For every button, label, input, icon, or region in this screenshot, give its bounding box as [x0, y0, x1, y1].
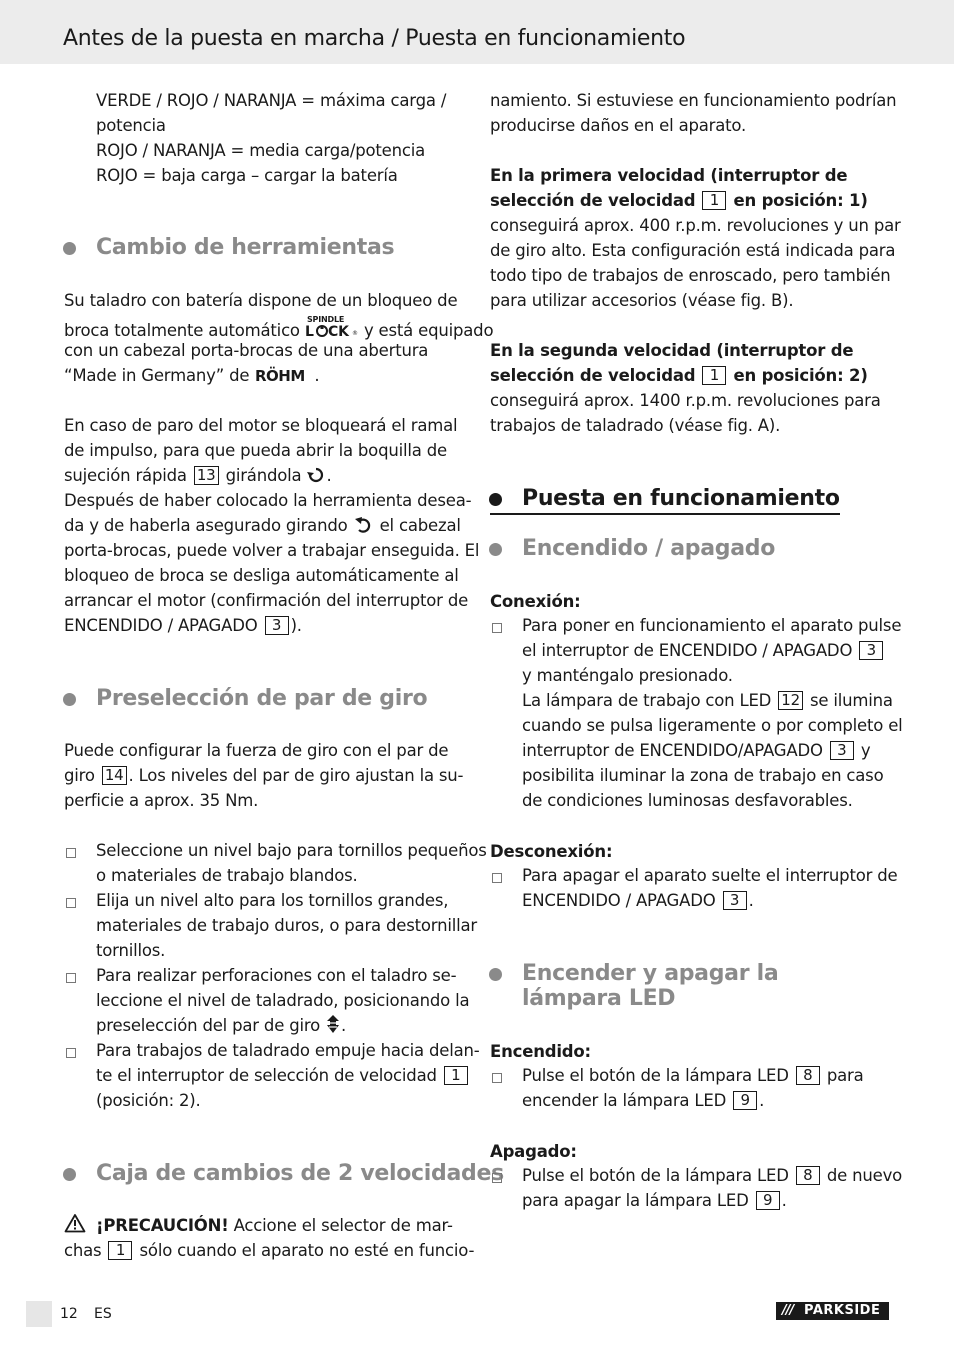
paragraph-line: bloqueo de broca se desliga automáticamente al	[64, 566, 459, 585]
list-item-line: posibilita iluminar la zona de trabajo en caso	[522, 766, 884, 785]
list-item-line: interruptor de ENCENDIDO/APAGADO 3 y	[522, 741, 871, 760]
checkbox-bullet-icon	[66, 848, 76, 858]
bullet-dot-icon	[489, 493, 502, 506]
list-item-line: La lámpara de trabajo con LED 12 se ilumina	[522, 691, 893, 710]
bold-line: selección de velocidad 1 en posición: 1)	[490, 191, 868, 210]
list-item-line: Para trabajos de taladrado empuje hacia delan-	[96, 1041, 480, 1060]
paragraph-line: trabajos de taladrado (véase fig. A).	[490, 416, 781, 435]
list-item-line: materiales de trabajo duros, o para destornillar	[96, 916, 477, 935]
paragraph-line: Después de haber colocado la herramienta desea-	[64, 491, 472, 510]
bold-line: En la segunda velocidad (interruptor de	[490, 341, 854, 360]
bullet-dot-icon	[63, 693, 76, 706]
warning-line: ¡PRECAUCIÓN! Accione el selector de mar-	[96, 1216, 453, 1235]
part-number-box: 1	[444, 1066, 468, 1085]
battery-line: potencia	[96, 116, 166, 135]
list-item-line: y manténgalo presionado.	[522, 666, 733, 685]
part-number-box: 1	[702, 191, 726, 210]
bullet-dot-icon	[63, 1168, 76, 1181]
part-number-box: 12	[778, 691, 803, 710]
paragraph-line: ENCENDIDO / APAGADO 3 ).	[64, 616, 302, 635]
list-item-line: leccione el nivel de taladrado, posicionando la	[96, 991, 470, 1010]
list-item-line: cuando se pulsa ligeramente o por completo el	[522, 716, 903, 735]
paragraph-line: broca totalmente automático SPINDLE L CK ® y está equipado	[64, 313, 493, 346]
svg-text:CK: CK	[327, 324, 349, 339]
subheading: Encendido:	[490, 1042, 591, 1061]
subheading: Conexión:	[490, 592, 581, 611]
list-item-line: Elija un nivel alto para los tornillos grandes,	[96, 891, 449, 910]
list-item-line: tornillos.	[96, 941, 166, 960]
list-item-line: Pulse el botón de la lámpara LED 8 para	[522, 1066, 864, 1085]
page-header	[0, 0, 954, 64]
bold-line: selección de velocidad 1 en posición: 2)	[490, 366, 868, 385]
svg-text:RÖHM: RÖHM	[255, 367, 306, 384]
part-number-box: 8	[796, 1066, 820, 1085]
page-title: Antes de la puesta en marcha / Puesta en funcionamiento	[63, 26, 686, 51]
part-number-box: 1	[702, 366, 726, 385]
language-code: ES	[94, 1306, 112, 1322]
list-item-line: encender la lámpara LED 9 .	[522, 1091, 765, 1110]
paragraph-line: En caso de paro del motor se bloqueará el ramal	[64, 416, 458, 435]
paragraph-line: Su taladro con batería dispone de un bloqueo de	[64, 291, 458, 310]
paragraph-line: conseguirá aprox. 400 r.p.m. revoluciones y un par	[490, 216, 901, 235]
svg-text:SPINDLE: SPINDLE	[306, 315, 344, 324]
paragraph-line: todo tipo de trabajos de enroscado, pero también	[490, 266, 891, 285]
bullet-dot-icon	[489, 543, 502, 556]
part-number-box: 3	[265, 616, 289, 635]
bullet-dot-icon	[63, 242, 76, 255]
part-number-box: 14	[102, 766, 127, 785]
checkbox-bullet-icon	[66, 973, 76, 983]
list-item-line: para apagar la lámpara LED 9 .	[522, 1191, 787, 1210]
paragraph-line: Puede configurar la fuerza de giro con el par de	[64, 741, 449, 760]
checkbox-bullet-icon	[66, 898, 76, 908]
battery-line: ROJO = baja carga – cargar la batería	[96, 166, 398, 185]
checkbox-bullet-icon	[66, 1048, 76, 1058]
list-item-line: Seleccione un nivel bajo para tornillos pequeños	[96, 841, 487, 860]
part-number-box: 9	[733, 1091, 757, 1110]
paragraph-line: conseguirá aprox. 1400 r.p.m. revoluciones para	[490, 391, 881, 410]
part-number-box: 1	[108, 1241, 132, 1260]
paragraph-line: sujeción rápida 13 girándola .	[64, 463, 332, 491]
paragraph-line: namiento. Si estuviese en funcionamiento podrían	[490, 91, 897, 110]
list-item-line: Pulse el botón de la lámpara LED 8 de nuevo	[522, 1166, 903, 1185]
parkside-logo: /// PARKSIDE	[776, 1302, 889, 1320]
svg-text:L: L	[304, 324, 314, 339]
battery-line: ROJO / NARANJA = media carga/potencia	[96, 141, 426, 160]
list-item-line: el interruptor de ENCENDIDO / APAGADO 3	[522, 638, 885, 663]
checkbox-bullet-icon	[492, 1073, 502, 1083]
list-item-line: Para realizar perforaciones con el taladro se-	[96, 966, 457, 985]
warning-triangle-icon	[64, 1213, 86, 1237]
part-number-box: 3	[723, 891, 747, 910]
paragraph-line: de impulso, para que pueda abrir la boquilla de	[64, 441, 447, 460]
rohm-logo	[254, 366, 314, 391]
svg-text:®: ®	[351, 330, 358, 337]
bold-line: En la primera velocidad (interruptor de	[490, 166, 848, 185]
battery-line: VERDE / ROJO / NARANJA = máxima carga /	[96, 91, 447, 110]
part-number-box: 3	[859, 641, 883, 660]
part-number-box: 3	[830, 741, 854, 760]
subheading: Desconexión:	[490, 842, 613, 861]
footer-marker	[26, 1301, 52, 1327]
warning-line: chas 1 sólo cuando el aparato no esté en funcio-	[64, 1241, 475, 1260]
paragraph-line: giro 14 . Los niveles del par de giro ajustan la su-	[64, 766, 464, 785]
checkbox-bullet-icon	[492, 1173, 502, 1183]
part-number-box: 9	[756, 1191, 780, 1210]
paragraph-line: de giro alto. Esta configuración está indicada para	[490, 241, 896, 260]
paragraph-line: porta-brocas, puede volver a trabajar enseguida. El	[64, 541, 480, 560]
paragraph-line: para utilizar accesorios (véase fig. B).	[490, 291, 794, 310]
checkbox-bullet-icon	[492, 873, 502, 883]
subheading: Apagado:	[490, 1142, 577, 1161]
paragraph-line: con un cabezal porta-brocas de una abertura	[64, 341, 429, 360]
list-item-line: Para apagar el aparato suelte el interruptor de	[522, 866, 898, 885]
list-item-line: te el interruptor de selección de velocidad 1	[96, 1063, 470, 1088]
list-item-line: de condiciones luminosas desfavorables.	[522, 791, 853, 810]
list-item-line: Para poner en funcionamiento el aparato pulse	[522, 616, 902, 635]
paragraph-line: “Made in Germany” de RÖHM .	[64, 363, 319, 391]
paragraph-line: producirse daños en el aparato.	[490, 116, 747, 135]
list-item-line: preselección del par de giro .	[96, 1013, 346, 1041]
list-item-line: o materiales de trabajo blandos.	[96, 866, 358, 885]
paragraph-line: arrancar el motor (confirmación del interruptor de	[64, 591, 469, 610]
list-item-line: (posición: 2).	[96, 1091, 201, 1110]
checkbox-bullet-icon	[492, 623, 502, 633]
page-number: 12	[60, 1306, 78, 1322]
part-number-box: 8	[796, 1166, 820, 1185]
drill-mode-icon	[325, 1014, 341, 1041]
paragraph-line: perficie a aprox. 35 Nm.	[64, 791, 259, 810]
paragraph-line: da y de haberla asegurado girando el cabezal	[64, 513, 461, 541]
bullet-dot-icon	[489, 968, 502, 981]
list-item-line: ENCENDIDO / APAGADO 3 .	[522, 891, 754, 910]
part-number-box: 13	[194, 466, 219, 485]
